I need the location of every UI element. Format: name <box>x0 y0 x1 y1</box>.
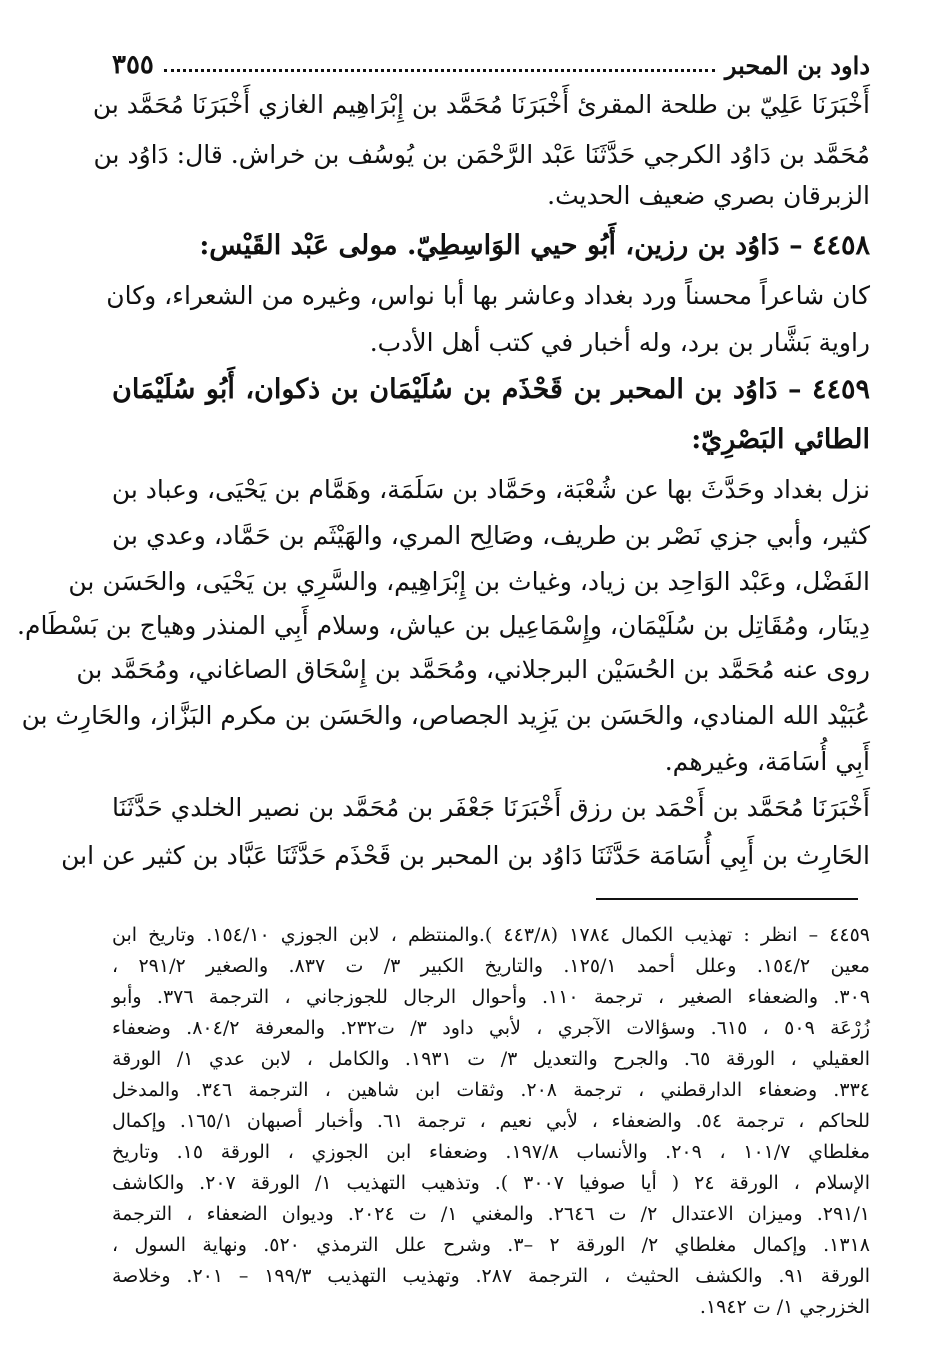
footnote-line: ٣٠٩. والضعفاء الصغير ، ترجمة ١١٠. وأحوال الرجال للجوزجاني ، الترجمة ٣٧٦. وأبو <box>112 986 871 1008</box>
footnote-line: زُرْعَة ٥٠٩ ، ٦١٥. وسؤالات الآجري ، لأبي داود ٣/ ت٢٣٢. والمعرفة ٨٠٤/٢. وضعفاء <box>112 1017 871 1039</box>
text-line: أَخْبَرَنَا مُحَمَّد بن أَحْمَد بن رزق أَخْبَرَنَا جَعْفَر بن مُحَمَّد بن نصير الخلدي حَدَّثَنَا <box>112 793 870 822</box>
text-line: الحَارِث بن أَبِي أُسَامَة حَدَّثَنَا دَاوُد بن المحبر بن قَحْذَم حَدَّثَنَا عَبَّاد بن كثير عن ابن <box>61 841 870 870</box>
text-line: كثير، وأبي جزي نَصْر بن طريف، وصَالِح المري، والهَيْثَم بن حَمَّاد، وعدي بن <box>112 521 870 550</box>
footnote-line: ٢٩١/١. وميزان الاعتدال ٢/ ت ٢٦٤٦. والمغني ١/ ت ٢٠٢٤. وديوان الضعفاء ، الترجمة <box>112 1203 870 1225</box>
footnote-line: مغلطاي ١٠١/٧ ، ٢٠٩. والأنساب ١٩٧/٨. وضعفاء ابن الجوزي ، الورقة ١٥. وتاريخ <box>112 1141 871 1163</box>
text-line: الزبرقان بصري ضعيف الحديث. <box>547 181 870 210</box>
page-header <box>112 40 870 80</box>
entry-heading-4459: ٤٤٥٩ – دَاوُد بن المحبر بن قَحْذَم بن سُلَيْمَان بن ذكوان، أَبُو سُلَيْمَان <box>112 374 870 405</box>
running-title: داود بن المحبر <box>724 51 870 80</box>
text-line: كان شاعراً محسناً ورد بغداد وعاشر بها أبا نواس، وغيره من الشعراء، وكان <box>106 281 870 310</box>
text-line: روى عنه مُحَمَّد بن الحُسَيْن البرجلاني، ومُحَمَّد بن إِسْحَاق الصاغاني، ومُحَمَّد بن <box>76 655 870 684</box>
text-line: أَخْبَرَنَا عَلِيّ بن طلحة المقرئ أَخْبَرَنَا مُحَمَّد بن إِبْرَاهِيم الغازي أَخْبَرَنَا مُحَمَّد بن <box>92 90 870 119</box>
entry-heading-4459-cont: الطائي البَصْرِيّ: <box>691 424 870 455</box>
text-line: أَبِي أُسَامَة، وغيرهم. <box>664 747 870 776</box>
footnote-line: الورقة ٩١. والكشف الحثيث ، الترجمة ٢٨٧. وتهذيب التهذيب ١٩٩/٣ – ٢٠١. وخلاصة <box>112 1265 871 1287</box>
footnote-line: ٤٤٥٩ – انظر : تهذيب الكمال ١٧٨٤ (٤٤٣/٨ ).والمنتظم ، لابن الجوزي ١٥٤/١٠. وتاريخ ابن <box>112 924 871 946</box>
footnote-line: ٣٣٤. وضعفاء الدارقطني ، ترجمة ٢٠٨. وثقات ابن شاهين ، الترجمة ٣٤٦. والمدخل <box>112 1079 870 1101</box>
entry-heading-4458: ٤٤٥٨ – دَاوُد بن رزين، أَبُو حيي الوَاسِطِيّ. مولى عَبْد القَيْس: <box>199 230 870 261</box>
text-line: مُحَمَّد بن دَاوُد الكرجي حَدَّثَنَا عَبْد الرَّحْمَن بن يُوسُف بن خراش. قال: دَاوُد بن <box>93 140 870 169</box>
footnote-line: الخزرجي ١/ ت ١٩٤٢. <box>699 1296 870 1318</box>
text-line: راوية بَشَّار بن برد، وله أخبار في كتب أهل الأدب. <box>369 328 870 357</box>
footnote-line: ١٣١٨. وإكمال مغلطاي ٢/ الورقة ٢ –٣. وشرح علل الترمذي ٥٢٠. ونهاية السول ، <box>112 1234 870 1256</box>
header-dot-leader <box>164 69 715 72</box>
footnote-line: معين ١٥٤/٢. وعلل أحمد ١٢٥/١. والتاريخ الكبير ٣/ ت ٨٣٧. والصغير ٢٩١/٢ ، <box>112 955 870 977</box>
footnote-line: العقيلي ، الورقة ٦٥. والجرح والتعديل ٣/ ت ١٩٣١. والكامل ، لابن عدي ١/ الورقة <box>112 1048 871 1070</box>
footnote-line: للحاكم ، ترجمة ٥٤. والضعفاء ، لأبي نعيم ، ترجمة ٦١. وأخبار أصبهان ١٦٥/١. وإكمال <box>112 1110 870 1132</box>
footnote-separator <box>596 898 858 900</box>
text-line: الفَضْل، وعَبْد الوَاحِد بن زياد، وغياث بن إِبْرَاهِيم، والسَّرِي بن يَحْيَى، والحَسَن بن <box>68 567 870 596</box>
page-number: ٣٥٥ <box>112 50 154 80</box>
text-line: عُبَيْد الله المنادي، والحَسَن بن يَزِيد الجصاص، والحَسَن بن مكرم البَزَّاز، والحَارِث بن <box>21 701 870 730</box>
footnote-line: الإسلام ، الورقة ٢٤ ( أيا صوفيا ٣٠٠٧ ). وتذهيب التهذيب ١/ الورقة ٢٠٧. والكاشف <box>112 1172 870 1194</box>
text-line: نزل بغداد وحَدَّثَ بها عن شُعْبَة، وحَمَّاد بن سَلَمَة، وهَمَّام بن يَحْيَى، وعباد بن <box>111 475 870 504</box>
text-line: دِينَار، ومُقَاتِل بن سُلَيْمَان، وإِسْمَاعِيل بن عياش، وسلام أَبِي المنذر وهياج بن بَسْطَام. <box>17 611 870 640</box>
